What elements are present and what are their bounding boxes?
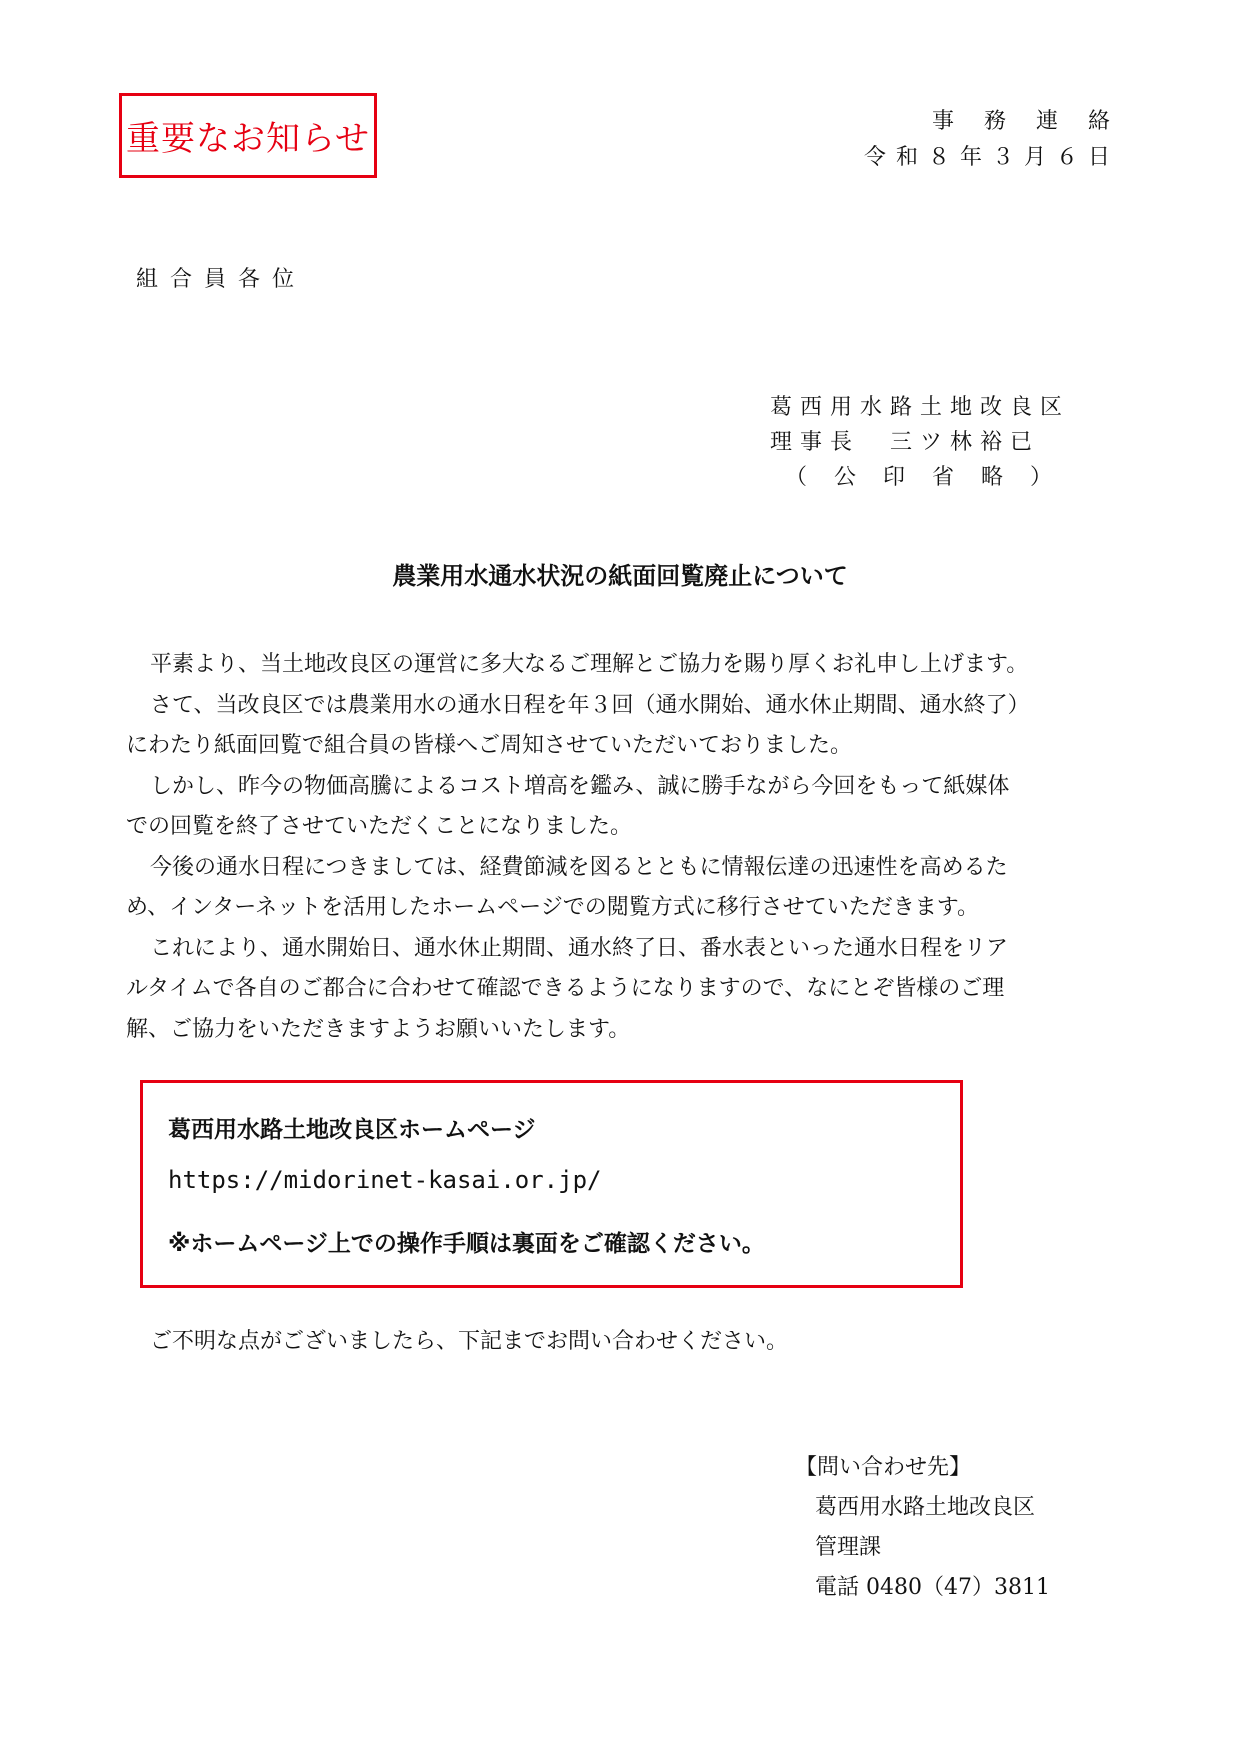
homepage-note: ※ホームページ上での操作手順は裏面をご確認ください。 [168,1231,765,1257]
contact-heading: 【問い合わせ先】 [795,1455,972,1480]
document-date: 令和８年３月６日 [863,145,1120,170]
document-header [863,104,1140,176]
homepage-title: 葛西用水路土地改良区ホームページ [168,1117,536,1143]
page-title: 農業用水通水状況の紙面回覧廃止について [392,562,848,590]
body-line: め、インターネットを活用したホームページでの閲覧方式に移行させていただきます。 [126,895,979,920]
body-line: さて、当改良区では農業用水の通水日程を年３回（通水開始、通水休止期間、通水終了） [150,692,1030,718]
homepage-info-box [140,1080,963,1288]
body-text [126,645,1071,1050]
body-line: 解、ご協力をいただきますようお願いいたします。 [126,1016,631,1042]
inquiry-text: ご不明な点がございましたら、下記までお問い合わせください。 [150,1329,789,1354]
homepage-url: https://midorinet-kasai.or.jp/ [168,1166,602,1194]
seal-omitted: （公印省略） [785,465,1080,490]
contact-organization: 葛西用水路土地改良区 [815,1495,1036,1520]
document-type: 事務連絡 [931,109,1140,134]
body-line: ルタイムで各自のご都合に合わせて確認できるようになりますので、なにとぞ皆様のご理 [126,976,1005,1001]
recipient: 組合員各位 [136,267,307,292]
contact-department: 管理課 [815,1535,882,1560]
sender-organization: 葛西用水路土地改良区 [770,395,1071,420]
body-line: 平素より、当土地改良区の運営に多大なるご理解とご協力を賜り厚くお礼申し上げます。 [150,652,1029,677]
body-line: での回覧を終了させていただくことになりました。 [126,814,633,839]
body-line: 今後の通水日程につきましては、経費節減を図るとともに情報伝達の迅速性を高めるた [150,854,1008,880]
sender-title-name: 理事長 三ツ林裕已 [770,430,1041,455]
important-notice-box [119,93,377,178]
contact-phone: 電話 0480（47）3811 [815,1575,1050,1600]
sender-block [770,390,1079,495]
body-line: しかし、昨今の物価高騰によるコスト増高を鑑み、誠に勝手ながら今回をもって紙媒体 [150,773,1010,799]
important-notice-label: 重要なお知らせ [126,119,370,159]
body-line: これにより、通水開始日、通水休止期間、通水終了日、番水表といった通水日程をリア [150,935,1009,961]
body-line: にわたり紙面回覧で組合員の皆様へご周知させていただいておりました。 [126,733,853,758]
contact-block [795,1448,1050,1608]
